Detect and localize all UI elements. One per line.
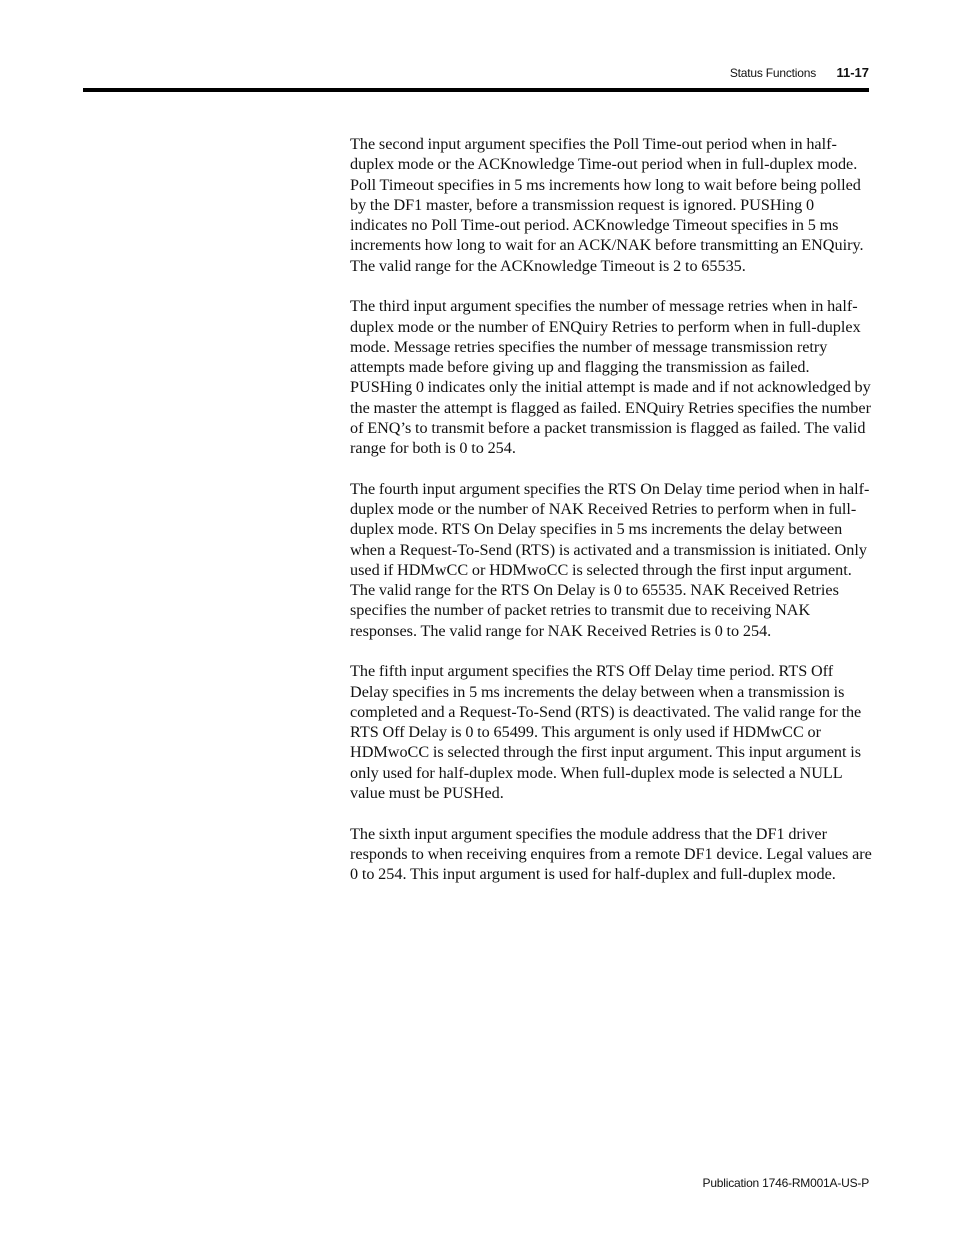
body-text — [350, 134, 872, 905]
running-header-title: Status Functions — [729, 66, 816, 80]
header-rule — [83, 88, 869, 92]
paragraph-fifth-argument: The fifth input argument specifies the RTS Off Delay time period. RTS Off Delay specifies in 5 ms increments the delay between when a transmission is completed and a Request-To-Send (RTS) is deactivated. The valid range for the RTS Off Delay is 0 to 65499. This argument is only used if HDMwCC or HDMwoCC is selected through the first input argument. This input argument is only used for half-duplex mode. When full-duplex mode is selected a NULL value must be PUSHed. — [350, 662, 862, 802]
paragraph-third-argument: The third input argument specifies the number of message retries when in half-duplex mode or the number of ENQuiry Retries to perform when in full-duplex mode. Message retries specifies the number of message transmission retry attempts made before giving up and flagging the transmission as failed. PUSHing 0 indicates only the initial attempt is made and if not acknowledged by the master the attempt is flagged as failed. ENQuiry Retries specifies the number of ENQ’s to transmit before a packet transmission is flagged as failed. The valid range for both is 0 to 254. — [350, 297, 871, 457]
paragraph-sixth-argument: The sixth input argument specifies the module address that the DF1 driver responds to when receiving enquires from a remote DF1 device. Legal values are 0 to 254. This input argument is used for half-duplex and full-duplex mode. — [350, 824, 872, 883]
page-header — [0, 64, 954, 84]
paragraph-second-argument: The second input argument specifies the Poll Time-out period when in half-duplex mode or the ACKnowledge Time-out period when in full-duplex mode. Poll Timeout specifies in 5 ms increments how long to wait before being polled by the DF1 master, before a transmission request is ignored. PUSHing 0 indicates no Poll Time-out period. ACKnowledge Timeout specifies in 5 ms increments how long to wait for an ACK/NAK before transmitting an ENQuiry. The valid range for the ACKnowledge Timeout is 2 to 65535. — [350, 135, 864, 275]
page-number: 11-17 — [836, 65, 869, 80]
publication-footer: Publication 1746-RM001A-US-P — [702, 1176, 869, 1190]
paragraph-fourth-argument: The fourth input argument specifies the RTS On Delay time period when in half-duplex mode or the number of NAK Received Retries to perform when in full-duplex mode. RTS On Delay specifies in 5 ms increments the delay between when a Request-To-Send (RTS) is activated and a transmission is initiated. Only used if HDMwCC or HDMwoCC is selected through the first input argument. The valid range for the RTS On Delay is 0 to 65535. NAK Received Retries specifies the number of packet retries to transmit due to receiving NAK responses. The valid range for NAK Received Retries is 0 to 254. — [350, 479, 870, 640]
